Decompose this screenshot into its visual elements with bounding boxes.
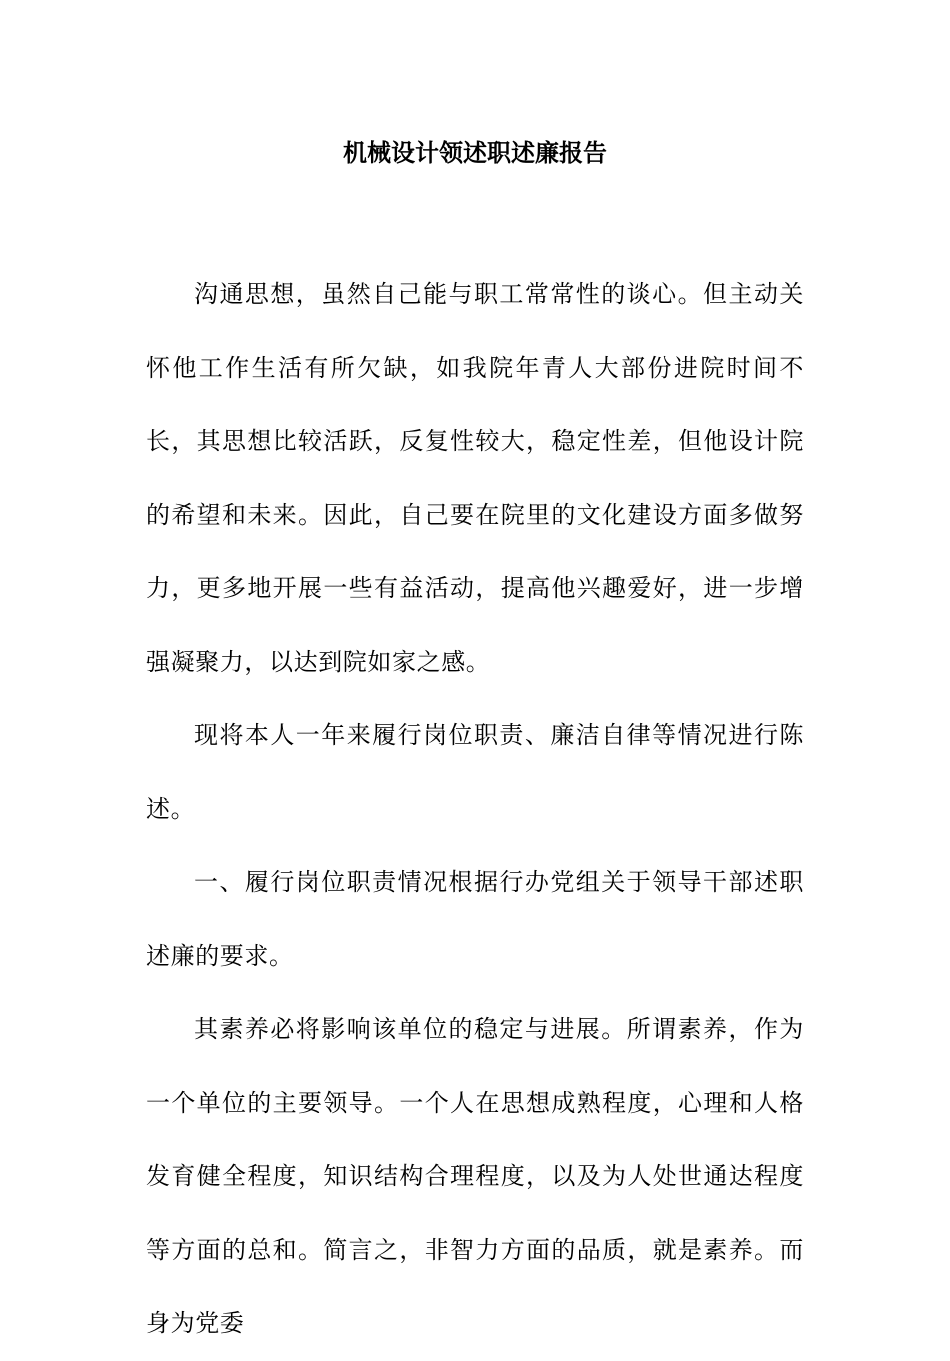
paragraph-qualities: 其素养必将影响该单位的稳定与进展。所谓素养，作为一个单位的主要领导。一个人在思想成熟程度，心理和人格发育健全程度，知识结构合理程度，以及为人处世通达程度等方面的总和。简言之，非智力方面的品质，就是素养。而身为党委: [146, 1015, 804, 1337]
paragraph-statement-intro: 现将本人一年来履行岗位职责、廉洁自律等情况进行陈述。: [146, 721, 804, 823]
paragraph-section-one: 一、履行岗位职责情况根据行办党组关于领导干部述职述廉的要求。: [146, 868, 804, 970]
document-body: [146, 258, 804, 1361]
paragraph-communication: 沟通思想，虽然自己能与职工常常性的谈心。但主动关怀他工作生活有所欠缺，如我院年青人大部份进院时间不长，其思想比较活跃，反复性较大，稳定性差，但他设计院的希望和未来。因此，自己要在院里的文化建设方面多做努力，更多地开展一些有益活动，提高他兴趣爱好，进一步增强凝聚力，以达到院如家之感。: [146, 280, 804, 676]
document-title: 机械设计领述职述廉报告: [343, 138, 607, 167]
